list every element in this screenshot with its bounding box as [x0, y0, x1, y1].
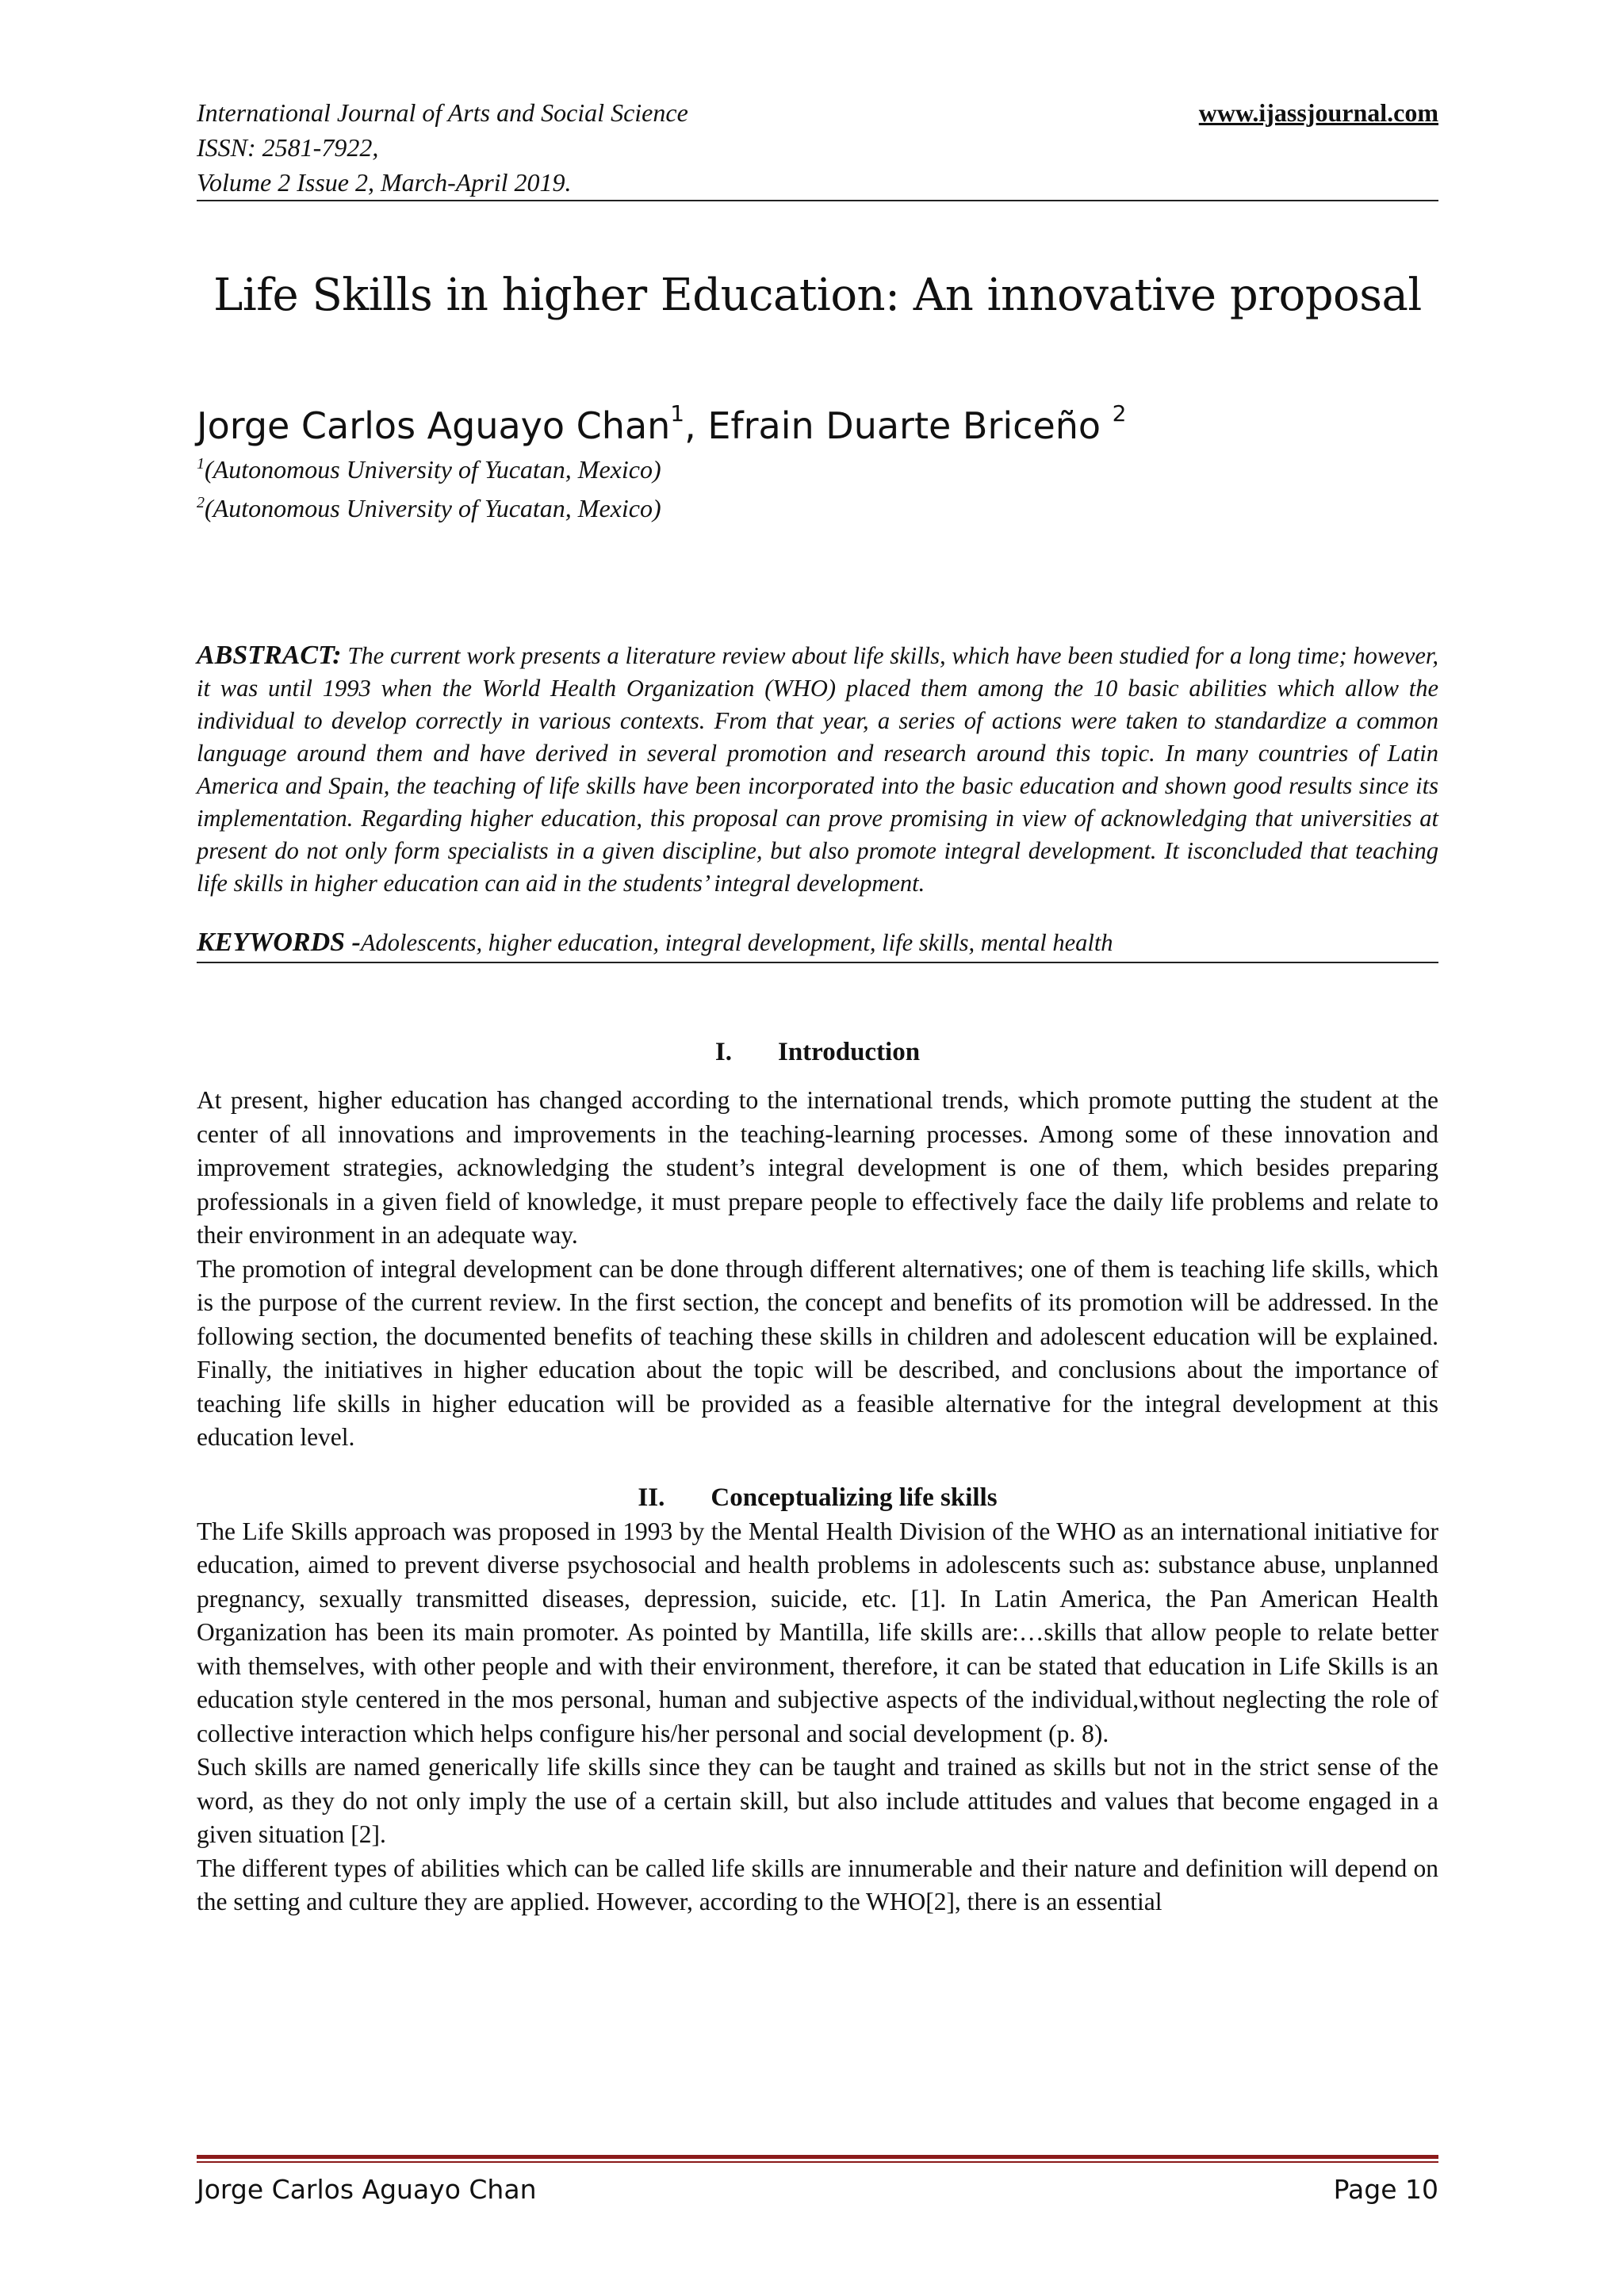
affiliation-text: (Autonomous University of Yucatan, Mexico) [205, 494, 661, 522]
footer-author: Jorge Carlos Aguayo Chan [197, 2174, 537, 2205]
author-separator: , [684, 404, 708, 447]
section-title: Introduction [777, 1038, 921, 1066]
body-paragraph: At present, higher education has changed according to the international trends, which promote putting the student at the center of all innovations and improvements in the teaching-learning processes. Among some of these innovation and improvement strategies, acknowledging the student’s integral development is one of them, which besides preparing professionals in a given field of knowledge, it must prepare people to effectively face the daily life problems and relate to their environment in an adequate way. [197, 1086, 1438, 1249]
author-affiliation-marker: 1 [670, 400, 685, 427]
page-content [197, 95, 1438, 1919]
running-header [197, 95, 1438, 200]
section-title: Conceptualizing life skills [710, 1483, 998, 1512]
affiliation-marker: 2 [197, 494, 205, 511]
body-paragraph: Such skills are named generically life skills since they can be taught and trained as skills but not in the strict sense of the word, as they do not only imply the use of a certain skill, but also include attitudes and values that become engaged in a given situation [2]. [197, 1753, 1438, 1848]
keywords-text: Adolescents, higher education, integral development, life skills, mental health [360, 929, 1113, 956]
keywords [197, 927, 1438, 963]
section-heading [197, 1035, 1438, 1070]
footer-rule-thin [197, 2161, 1438, 2163]
section-number: I. [714, 1038, 732, 1066]
affiliation [197, 447, 1438, 486]
page-number: Page 10 [1333, 2174, 1438, 2205]
author-name: Jorge Carlos Aguayo Chan [197, 404, 671, 447]
author-line [197, 400, 1438, 447]
body-paragraph: The Life Skills approach was proposed in 1993 by the Mental Health Division of the WHO as an international initiative for education, aimed to prevent diverse psychosocial and health problems in adolescents such as: substance abuse, unplanned pregnancy, sexually transmitted diseases, depression, suicide, etc. [1]. In Latin America, the Pan American Health Organization has been its main promoter. As pointed by Mantilla, life skills are:…skills that allow people to relate better with themselves, with other people and with their environment, therefore, it can be stated that education in Life Skills is an education style centered in the mos personal, human and subjective aspects of the individual,without neglecting the role of collective interaction which helps configure his/her personal and social development (p. 8). [197, 1517, 1438, 1747]
abstract [197, 639, 1438, 900]
footer-rule-thick [197, 2155, 1438, 2159]
journal-volume: Volume 2 Issue 2, March-April 2019. [197, 168, 572, 197]
section-number: II. [638, 1483, 665, 1512]
affiliation-marker: 1 [197, 455, 205, 473]
body-paragraph: The promotion of integral development can be done through different alternatives; one of them is teaching life skills, which is the purpose of the current review. In the first section, the concept and benefits of its promotion will be addressed. In the following section, the documented benefits of teaching these skills in children and adolescent education will be explained. Finally, the initiatives in higher education about the topic will be described, and conclusions about the importance of teaching life skills in higher education will be provided as a feasible alternative for the integral development at this education level. [197, 1254, 1438, 1451]
header-rule [197, 200, 1438, 201]
journal-name: International Journal of Arts and Social Science [197, 98, 688, 127]
paper-title: Life Skills in higher Education: An innovative proposal [213, 270, 1422, 321]
author-name: Efrain Duarte Briceño [707, 404, 1113, 447]
page-footer [197, 2155, 1438, 2205]
body-paragraph: The different types of abilities which can be called life skills are innumerable and their nature and definition will depend on the setting and culture they are applied. However, according to the WHO[2], there is an essential [197, 1854, 1438, 1915]
affiliation-text: (Autonomous University of Yucatan, Mexico) [205, 455, 661, 484]
footer-row [197, 2174, 1438, 2205]
section-heading [197, 1480, 1438, 1515]
journal-issn: ISSN: 2581-7922, [197, 133, 379, 162]
affiliation [197, 486, 1438, 525]
abstract-text: The current work presents a literature review about life skills, which have been studied for a long time; however, it was until 1993 when the World Health Organization (WHO) placed them among the 10 basic abilities which allow the individual to develop correctly in various contexts. From that year, a series of actions were taken to standardize a common language around them and have derived in several promotion and research around this topic. In many countries of Latin America and Spain, the teaching of life skills have been incorporated into the basic education and shown good results since its implementation. Regarding higher education, this proposal can prove promising in view of acknowledging that universities at present do not only form specialists in a given discipline, but also promote integral development. It isconcluded that teaching life skills in higher education can aid in the students’ integral development. [197, 642, 1438, 897]
author-affiliation-marker: 2 [1112, 400, 1127, 427]
journal-url-link[interactable]: www.ijassjournal.com [1198, 98, 1438, 127]
keywords-label: KEYWORDS - [197, 928, 361, 957]
abstract-label: ABSTRACT: [197, 641, 342, 670]
